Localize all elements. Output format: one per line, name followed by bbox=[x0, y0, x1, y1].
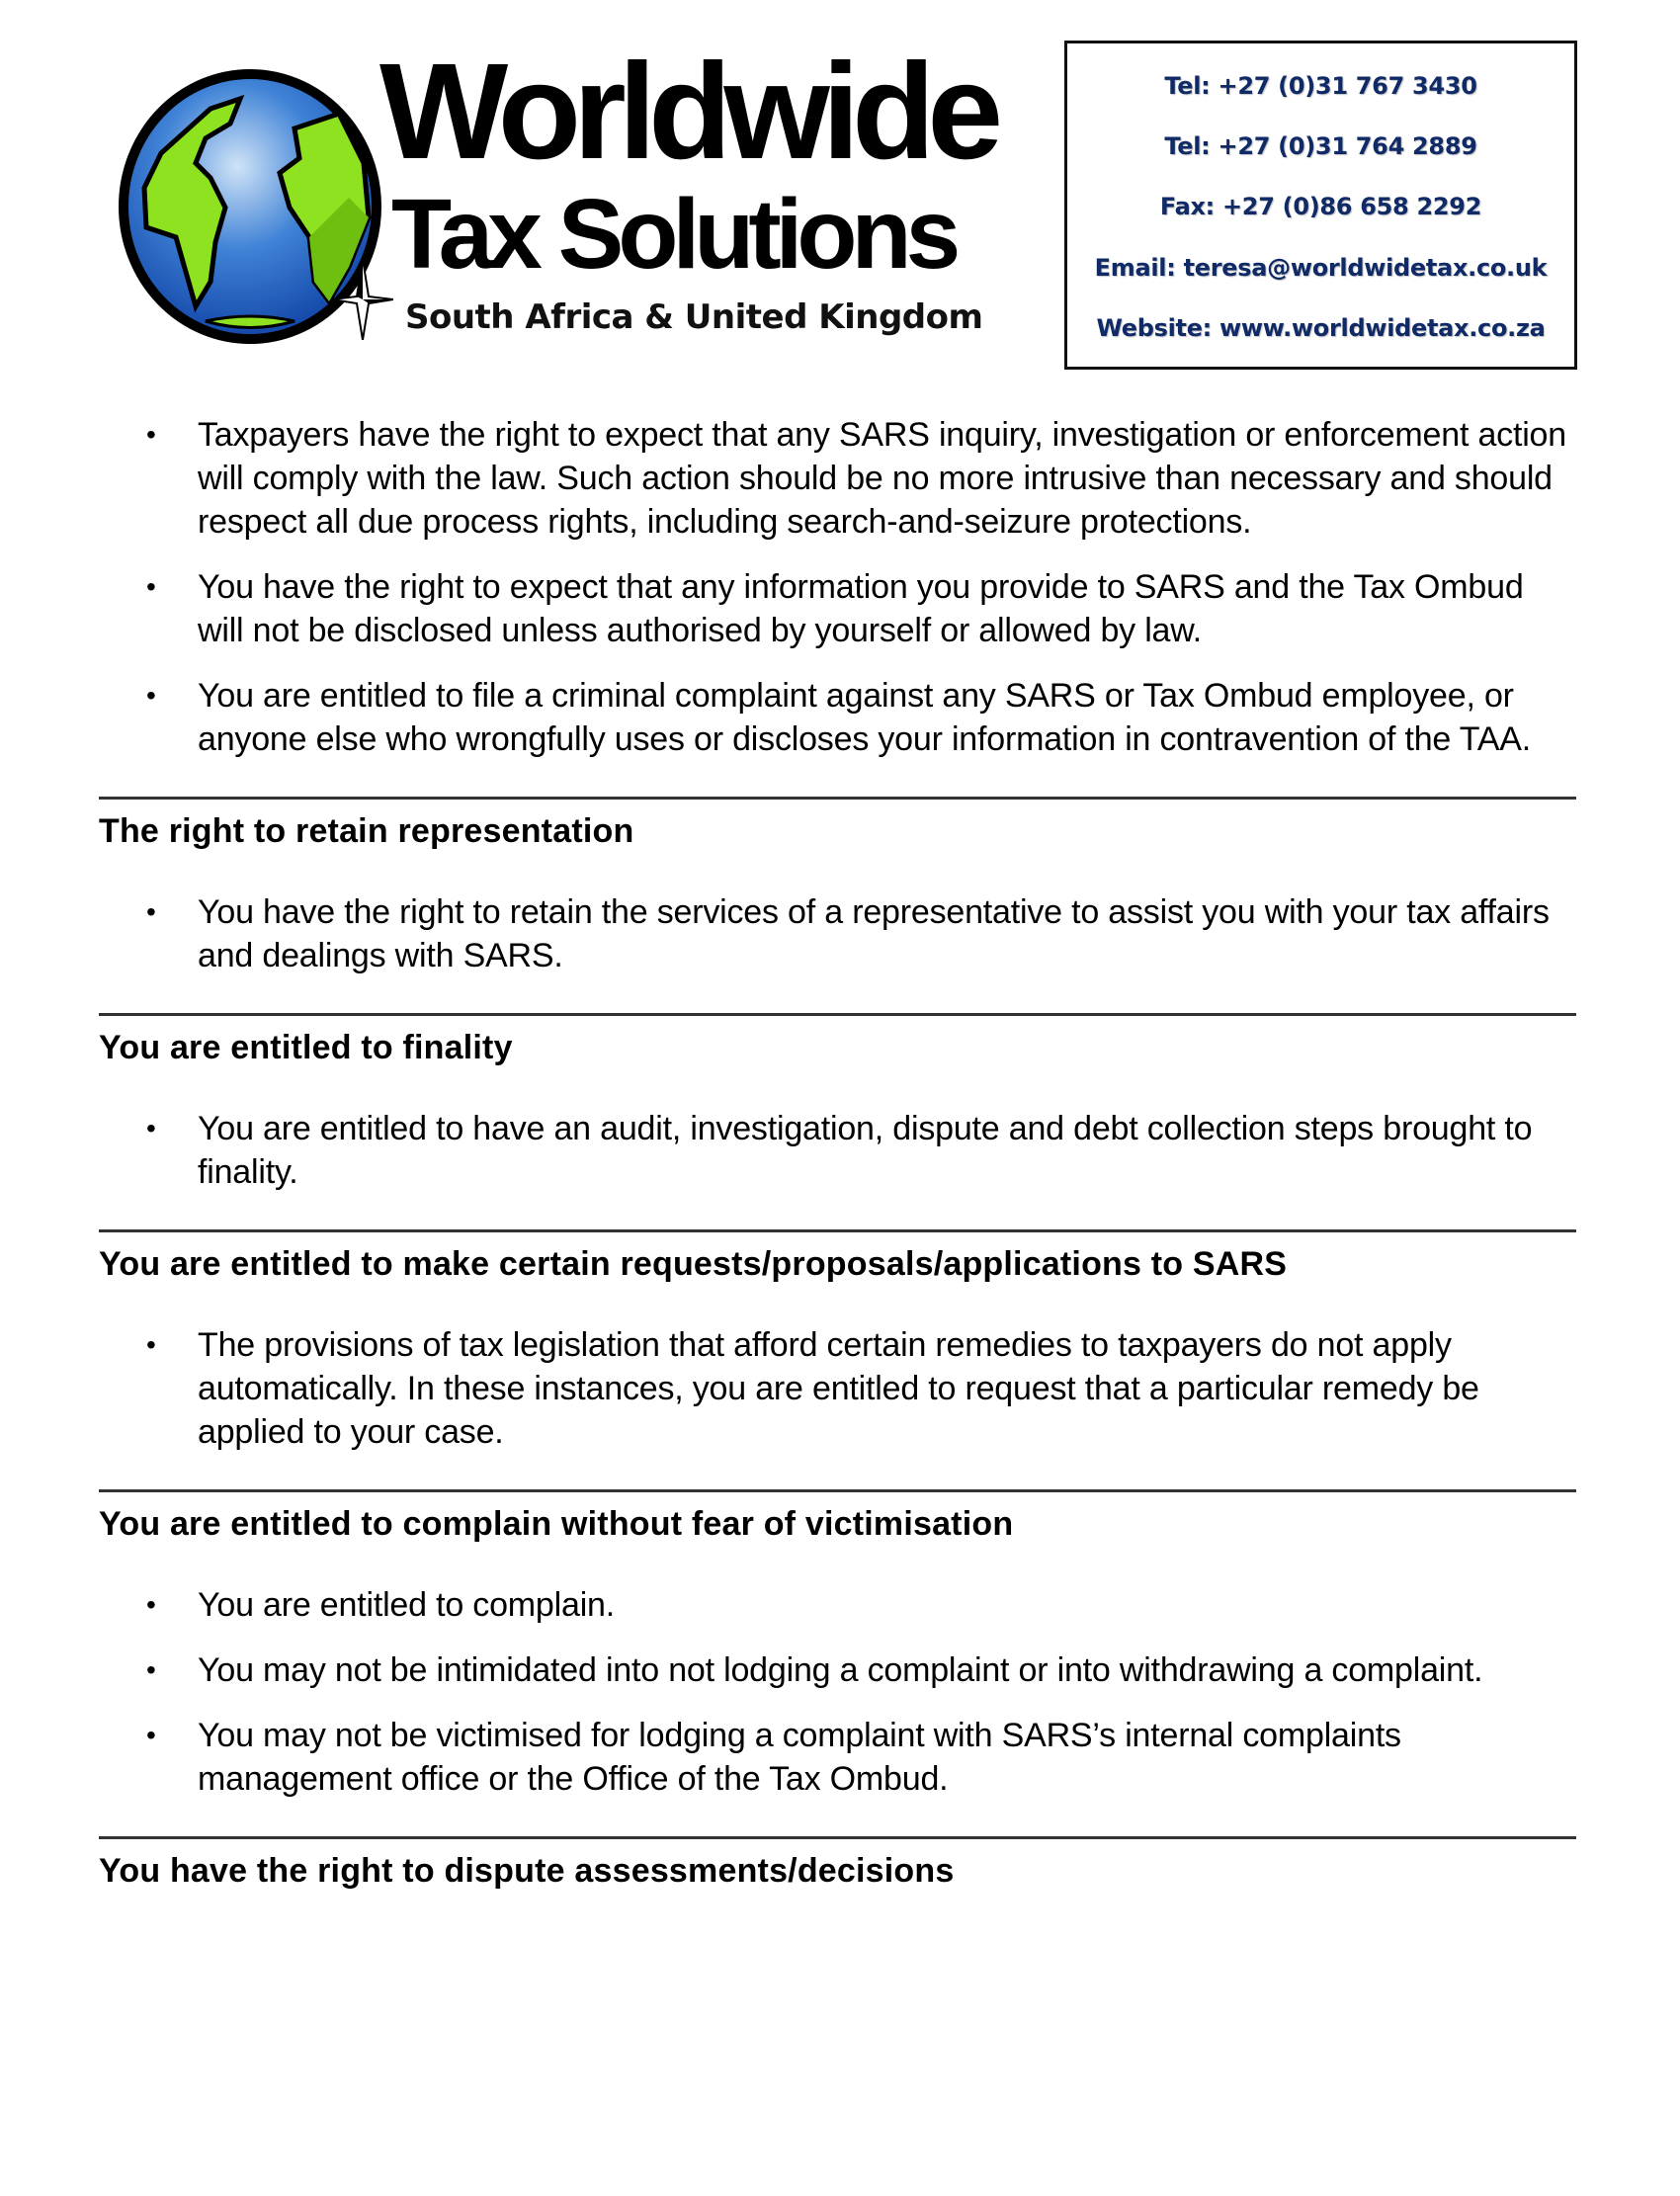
document-body bbox=[99, 413, 1576, 1930]
contact-tel-1: Tel: +27 (0)31 767 3430 bbox=[1164, 71, 1477, 100]
contact-box bbox=[1064, 41, 1577, 370]
section-divider bbox=[99, 1489, 1576, 1492]
section-heading: You are entitled to complain without fear of victimisation bbox=[99, 1505, 1014, 1543]
section-heading: You are entitled to finality bbox=[99, 1029, 513, 1066]
contact-website[interactable]: Website: www.worldwidetax.co.za bbox=[1096, 314, 1546, 343]
bullet-text: You may not be victimised for lodging a complaint with SARS’s internal complaints management office or the Office of the Tax Ombud. bbox=[198, 1717, 1401, 1798]
brand-name-line2: Tax Solutions bbox=[391, 179, 956, 290]
list-item bbox=[99, 674, 1576, 761]
bullet-text: You are entitled to have an audit, investigation, dispute and debt collection steps brought to finality. bbox=[198, 1110, 1533, 1191]
bullet-text: You are entitled to complain. bbox=[198, 1586, 616, 1624]
bullet-icon: • bbox=[146, 896, 156, 927]
section-divider bbox=[99, 1836, 1576, 1839]
list-item bbox=[99, 413, 1576, 544]
brand-tagline: South Africa & United Kingdom bbox=[405, 297, 983, 337]
bullet-text: You have the right to expect that any information you provide to SARS and the Tax Ombud will not be disclosed unless authorised by yourself or allowed by law. bbox=[198, 568, 1524, 649]
brand-name-line1: Worldwide bbox=[379, 36, 996, 188]
list-item bbox=[99, 1583, 1576, 1627]
section-heading: The right to retain representation bbox=[99, 812, 634, 850]
list-item bbox=[99, 1323, 1576, 1454]
compass-rose-icon bbox=[332, 259, 393, 340]
list-item bbox=[99, 565, 1576, 652]
section-dispute bbox=[99, 1836, 1576, 1893]
bullet-text: You may not be intimidated into not lodging a complaint or into withdrawing a complaint. bbox=[198, 1651, 1483, 1689]
section-heading: You are entitled to make certain requests/proposals/applications to SARS bbox=[99, 1245, 1288, 1283]
section-representation bbox=[99, 797, 1576, 977]
contact-tel-2: Tel: +27 (0)31 764 2889 bbox=[1164, 132, 1477, 161]
intro-bullet-list bbox=[99, 413, 1576, 761]
list-item bbox=[99, 1648, 1576, 1692]
section-divider bbox=[99, 797, 1576, 800]
letterhead bbox=[0, 0, 1680, 395]
bullet-icon: • bbox=[146, 1720, 156, 1750]
bullet-icon: • bbox=[146, 680, 156, 711]
section-complain bbox=[99, 1489, 1576, 1801]
bullet-text: You are entitled to file a criminal complaint against any SARS or Tax Ombud employee, or anyone else who wrongfully uses or discloses your information in contravention of the TAA. bbox=[198, 677, 1532, 758]
bullet-icon: • bbox=[146, 419, 156, 450]
bullet-text: You have the right to retain the services of a representative to assist you with your tax affairs and dealings with SARS. bbox=[198, 893, 1550, 974]
section-divider bbox=[99, 1013, 1576, 1016]
section-heading: You have the right to dispute assessments/decisions bbox=[99, 1852, 955, 1890]
bullet-icon: • bbox=[146, 1113, 156, 1143]
list-item bbox=[99, 890, 1576, 977]
section-finality bbox=[99, 1013, 1576, 1194]
bullet-text: Taxpayers have the right to expect that any SARS inquiry, investigation or enforcement action will comply with the law. Such action should be no more intrusive than necessary and should respect all due process rights, including search-and-seizure protections. bbox=[198, 416, 1566, 541]
section-divider bbox=[99, 1229, 1576, 1232]
bullet-icon: • bbox=[146, 1589, 156, 1620]
bullet-icon: • bbox=[146, 1654, 156, 1685]
contact-email[interactable]: Email: teresa@worldwidetax.co.uk bbox=[1094, 253, 1548, 282]
company-logo bbox=[117, 36, 1026, 358]
bullet-icon: • bbox=[146, 571, 156, 602]
bullet-text: The provisions of tax legislation that afford certain remedies to taxpayers do not apply automatically. In these instances, you are entitled to request that a particular remedy be applied to your case. bbox=[198, 1326, 1479, 1451]
list-item bbox=[99, 1107, 1576, 1194]
bullet-icon: • bbox=[146, 1329, 156, 1360]
list-item bbox=[99, 1714, 1576, 1801]
contact-fax: Fax: +27 (0)86 658 2292 bbox=[1159, 193, 1482, 221]
section-requests bbox=[99, 1229, 1576, 1454]
